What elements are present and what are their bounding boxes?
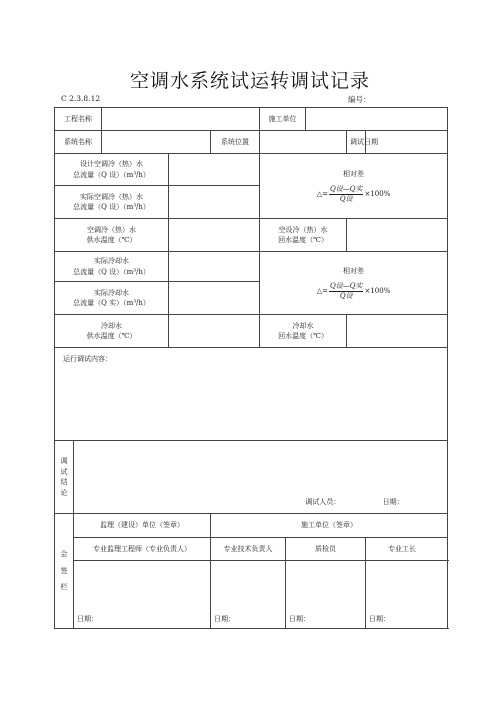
chilled-supply-temp-label: 空调冷（热）水 供水温度（℃） bbox=[55, 219, 169, 252]
cooling-return-temp-field[interactable] bbox=[347, 315, 448, 348]
cooling-return-temp-label: 冷却水 回水温度（℃） bbox=[260, 315, 347, 348]
supervision-unit-label: 监理（建设）单位（签章） bbox=[74, 514, 211, 538]
record-table bbox=[54, 107, 448, 629]
cooling-flow-2-label: 实际冷却水 总流量（Q 实）（m³/h） bbox=[55, 282, 169, 315]
relative-diff-label: 相对差 bbox=[343, 170, 365, 179]
signoff-label: 会 签 栏 bbox=[55, 514, 74, 629]
relative-diff-formula-c: △= $\frac{\text{Q设—Q实}}{\text{Q设}}$ ×100% bbox=[316, 282, 391, 300]
conclusion-label: 调 试 结 论 bbox=[55, 441, 74, 514]
system-name-label: 系统名称 bbox=[55, 131, 102, 154]
conclusion-area[interactable] bbox=[74, 441, 448, 514]
form-title: 空调水系统试运转调试记录 bbox=[129, 70, 370, 92]
supervising-engineer-label: 专业监理工程师（专业负责人） bbox=[74, 538, 211, 561]
inspector-label: 质检员 bbox=[286, 538, 366, 561]
operation-content-label: 运行调试内容： bbox=[63, 355, 112, 363]
relative-diff-cell-a bbox=[260, 154, 448, 219]
cooling-flow-2-field[interactable] bbox=[169, 282, 260, 315]
chilled-return-temp-label: 空设冷（热）水 回水温度（℃） bbox=[260, 219, 347, 252]
form-code: C 2.3.8.12 bbox=[61, 94, 101, 103]
system-location-label: 系统位置 bbox=[211, 131, 260, 154]
project-name-field[interactable] bbox=[102, 108, 260, 131]
serial-number-label: 编号： bbox=[348, 95, 371, 104]
construction-unit-field[interactable] bbox=[306, 108, 448, 131]
relative-diff-cell-c bbox=[260, 252, 448, 315]
cooling-supply-temp-label: 冷却水 供水温度（℃） bbox=[55, 315, 169, 348]
foreman-label: 专业工长 bbox=[366, 538, 448, 561]
tech-lead-date: 日期： bbox=[214, 614, 235, 623]
operation-content-area[interactable] bbox=[55, 348, 448, 441]
actual-flow-label: 实际空调冷（热）水 总流量（Q 设）（m³/h） bbox=[55, 186, 169, 219]
supervising-engineer-signature[interactable] bbox=[74, 561, 211, 629]
project-name-label: 工程名称 bbox=[55, 108, 102, 131]
test-date-label: 调试日期 bbox=[347, 131, 366, 154]
inspector-date: 日期： bbox=[289, 614, 311, 623]
chilled-supply-temp-field[interactable] bbox=[169, 219, 260, 252]
relative-diff-label-c: 相对差 bbox=[343, 267, 365, 276]
construction-unit-signoff-label: 施工单位（签章） bbox=[211, 514, 448, 538]
conclusion-date-label: 日期： bbox=[382, 497, 404, 506]
chilled-return-temp-field[interactable] bbox=[347, 219, 448, 252]
cooling-supply-temp-field[interactable] bbox=[169, 315, 260, 348]
design-flow-label: 设计空调冷（热）水 总流量（Q 设）（m³/h） bbox=[55, 154, 169, 186]
tech-lead-label: 专业技术负责人 bbox=[211, 538, 286, 561]
system-location-field[interactable] bbox=[260, 131, 347, 154]
inspector-signature[interactable] bbox=[286, 561, 366, 629]
tech-lead-signature[interactable] bbox=[211, 561, 286, 629]
supervising-engineer-date: 日期： bbox=[77, 614, 98, 623]
system-name-field[interactable] bbox=[102, 131, 211, 154]
foreman-signature[interactable] bbox=[366, 561, 448, 629]
cooling-flow-1-field[interactable] bbox=[169, 252, 260, 282]
actual-flow-field[interactable] bbox=[169, 186, 260, 219]
design-flow-field[interactable] bbox=[169, 154, 260, 186]
foreman-date: 日期： bbox=[369, 614, 391, 623]
relative-diff-formula: △= $\frac{\text{Q设—Q实}}{\text{Q设}}$ ×100% bbox=[316, 185, 391, 203]
cooling-flow-1-label: 实际冷却水 总流量（Q 设）（m³/h） bbox=[55, 252, 169, 282]
tester-label: 调试人员： bbox=[305, 497, 341, 506]
construction-unit-label: 施工单位 bbox=[260, 108, 306, 131]
